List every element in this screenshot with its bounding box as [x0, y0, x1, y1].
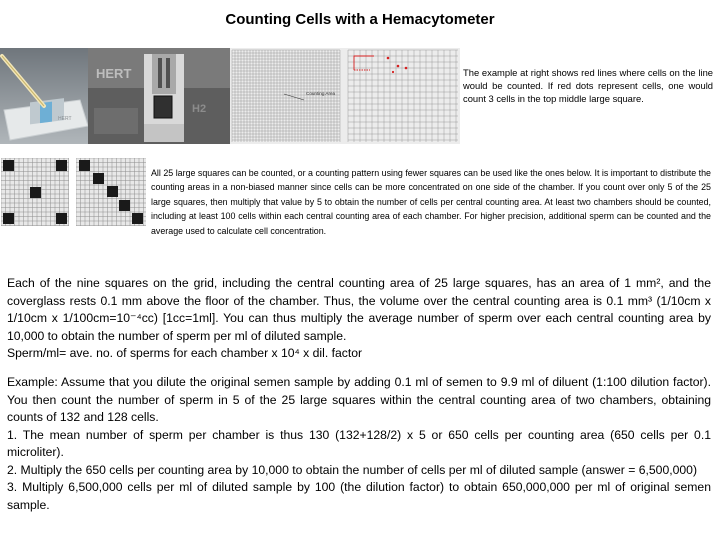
example-step-2: 2. Multiply the 650 cells per counting area by 10,000 to obtain the number of cells per ml of diluted sample (answer = 6,500,000)	[7, 462, 698, 477]
page-title: Counting Cells with a Hemacytometer	[225, 11, 495, 28]
grid-callout-label: Counting Area	[306, 91, 336, 96]
volume-paragraph: Each of the nine squares on the grid, including the central counting area of 25 large squares, has an area of 1 mm², and the coverglass rests 0.1 mm above the floor of the chamber. Thus, the volume over the central counting area is 0.1 mm³ (1/10cm x 1/10cm x 1/100cm=10⁻⁴cc) [1cc=1ml]. You can thus multiply the average number of sperm over each central counting area by 10,000 to obtain the number of sperm per ml of diluted sample.	[7, 276, 711, 343]
chamber-label-2: H2	[192, 103, 207, 115]
counting-pattern-diagonal	[76, 158, 146, 226]
grid-micrograph-photo	[230, 48, 460, 144]
intro-paragraph: The example at right shows red lines where cells on the line would be counted. If red dots represent cells, one would count 3 cells in the top middle large square.	[463, 67, 713, 104]
hemacytometer-slide-photo	[0, 48, 88, 144]
counting-pattern-corners	[1, 158, 69, 226]
chamber-closeup-photo	[88, 48, 230, 144]
chamber-label-1: HERT	[96, 66, 132, 81]
example-section	[7, 374, 711, 514]
counting-pattern-paragraph: All 25 large squares can be counted, or a counting pattern using fewer squares can be used like the ones below. It is important to distribute the counting areas in a non-biased manner since cells can be more concentrated on one side of the chamber. If you count over only 5 of the 25 large squares, then multiply that value by 5 to obtain the number of cells per central counting area. At least two chambers should be counted, including at least 100 cells within each central counting area of each chamber. For higher precision, additional sperm can be counted and the average used to calculate cell concentration.	[151, 168, 711, 236]
slide-label: HERT	[58, 116, 72, 122]
volume-section	[7, 275, 711, 363]
formula-line: Sperm/ml= ave. no. of sperms for each chamber x 10⁴ x dil. factor	[7, 346, 363, 360]
example-intro: Example: Assume that you dilute the original semen sample by adding 0.1 ml of semen to 9.9 ml of diluent (1:100 dilution factor). You then count the number of sperm in 5 of the 25 large squares within the central counting area of two chambers, obtaining counts of 132 and 128 cells.	[7, 375, 711, 424]
example-step-3: 3. Multiply 6,500,000 cells per ml of diluted sample by 100 (the dilution factor) to obtain 650,000,000 per ml of original semen sample.	[7, 480, 711, 512]
example-step-1: 1. The mean number of sperm per chamber is thus 130 (132+128/2) x 5 or 650 cells per counting area (650 cells per 0.1 microliter).	[7, 427, 711, 459]
